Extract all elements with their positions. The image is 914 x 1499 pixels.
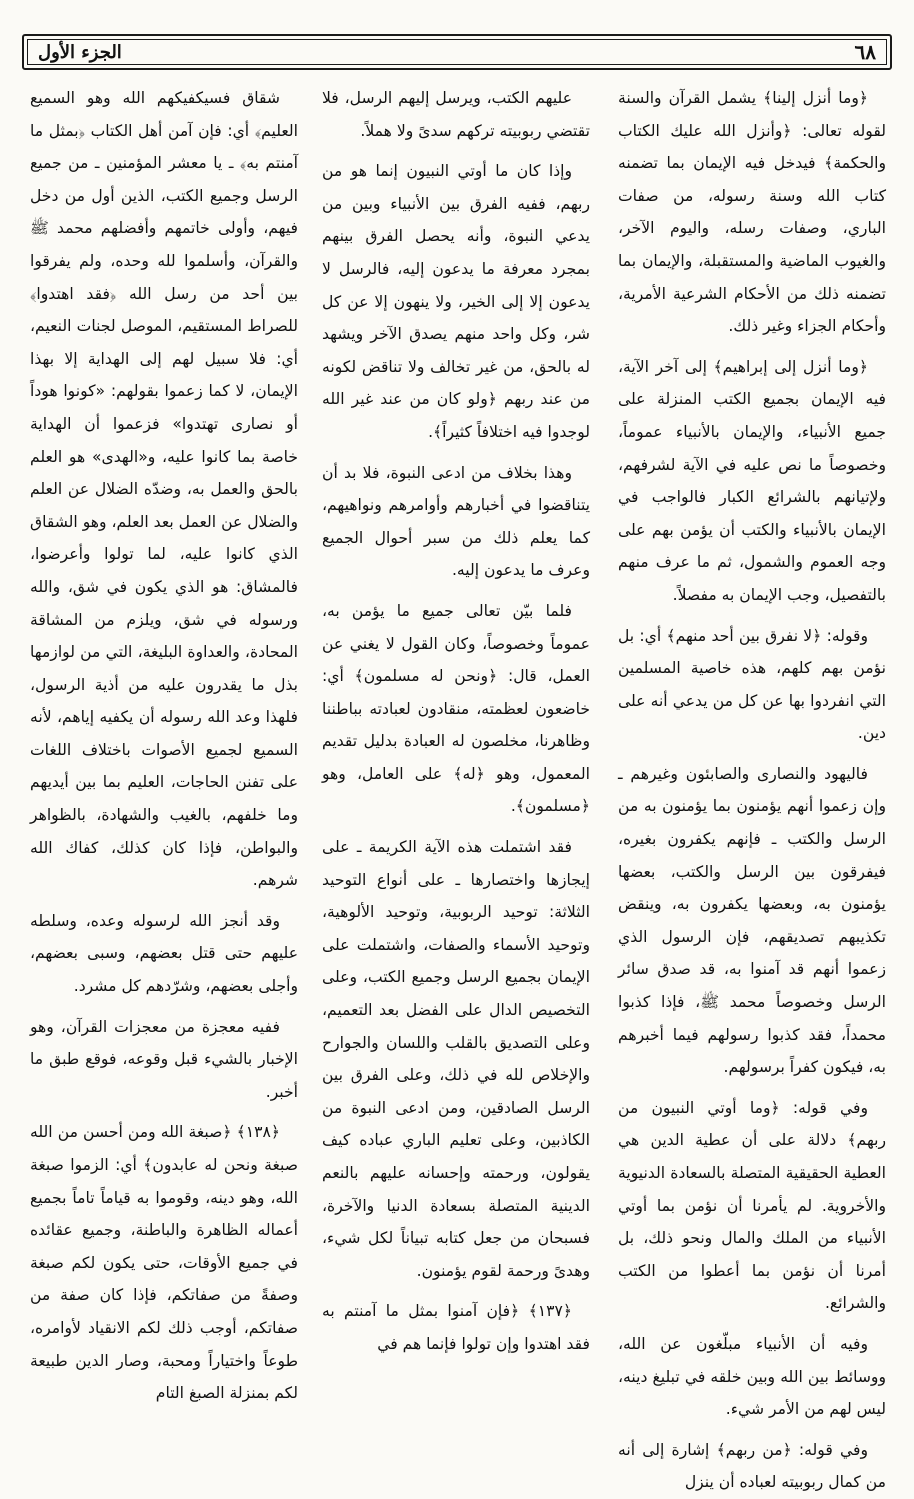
column-right — [618, 82, 886, 1492]
paragraph: وفي قوله: ﴿من ربهم﴾ إشارة إلى أنه من كمال ربوبيته لعباده أن ينزل — [618, 1440, 886, 1492]
paragraph: شقاق فسيكفيكهم الله وهو السميع العليم﴾ أي: فإن آمن أهل الكتاب ﴿بمثل ما آمنتم به﴾ ـ يا معشر المؤمنين ـ من جميع الرسل وجميع الكتب، الذين أول من دخل فيهم، وأولى خاتمهم وأفضلهم محمد ﷺ والقرآن، وأسلموا لله وحده، ولم يفرقوا بين أحد من رسل الله ﴿فقد اهتدوا﴾ للصراط المستقيم، الموصل لجنات النعيم، أي: فلا سبيل لهم إلى الهداية إلا بهذا الإيمان، لا كما زعموا بقولهم: «كونوا هوداً أو نصارى تهتدوا» فزعموا أن الهداية خاصة بما كانوا عليه، و«الهدى» هو العلم بالحق والعمل به، وضدّه الضلال عن العلم والضلال عن العمل بعد العلم، وهو الشقاق الذي كانوا عليه، لما تولوا وأعرضوا، فالمشاق: هو الذي يكون في شق، والله ورسوله في شق، ويلزم من المشاقة المحادة، والعداوة البليغة، التي من لوازمها بذل ما يقدرون عليه من أذية الرسول، فلهذا وعد الله رسوله أن يكفيه إياهم، لأنه السميع لجميع الأصوات باختلاف اللغات على تفنن الحاجات، العليم بما بين أيديهم وما خلفهم، بالغيب والشهادة، بالظواهر والبواطن، فإذا كان كذلك، كفاك الله شرهم. — [30, 89, 298, 890]
paragraph: ﴿وما أنزل إلى إبراهيم﴾ إلى آخر الآية، فيه الإيمان بجميع الكتب المنزلة على جميع الأنبياء، والإيمان بالأنبياء عموماً، وخصوصاً ما نص عليه في الآية لشرفهم، ولإتيانهم بالشرائع الكبار فالواجب في الإيمان بالأنبياء والكتب أن يؤمن بهم على وجه العموم والشمول، ثم ما عرف منهم بالتفصيل، وجب الإيمان به مفصلاً. — [618, 357, 886, 604]
paragraph: وفيه أن الأنبياء مبلّغون عن الله، ووسائط بين الله وبين خلقه في تبليغ دينه، ليس لهم من الأمر شيء. — [618, 1334, 886, 1419]
paragraph: ﴿١٣٧﴾ ﴿فإن آمنوا بمثل ما آمنتم به فقد اهتدوا وإن تولوا فإنما هم في — [322, 1302, 590, 1353]
paragraph: وإذا كان ما أوتي النبيون إنما هو من ربهم، ففيه الفرق بين الأنبياء وبين من يدعي النبوة، وأنه يحصل الفرق بينهم بمجرد معرفة ما يدعون إليه، فالرسل لا يدعون إلا إلى الخير، ولا ينهون إلا عن كل شر، وكل واحد منهم يصدق الآخر ويشهد له بالحق، من غير تخالف ولا تناقض لكونه من عند ربهم ﴿ولو كان من عند غير الله لوجدوا فيه اختلافاً كثيراً﴾. — [322, 162, 590, 441]
paragraph: ﴿١٣٨﴾ ﴿صبغة الله ومن أحسن من الله صبغة ونحن له عابدون﴾ أي: الزموا صبغة الله، وهو دينه، وقوموا به قياماً تاماً بجميع أعماله الظاهرة والباطنة، وجميع عقائده في جميع الأوقات، حتى يكون لكم صبغة وصفةً من صفاتكم، فإذا كان صفة من صفاتكم، أوجب ذلك لكم الانقياد لأوامره، طوعاً واختياراً ومحبة، وصار الدين طبيعة لكم بمنزلة الصبغ التام — [30, 1123, 298, 1403]
part-title: الجزء الأول — [38, 41, 122, 63]
paragraph: فقد اشتملت هذه الآية الكريمة ـ على إيجازها واختصارها ـ على أنواع التوحيد الثلاثة: توحيد الربوبية، وتوحيد الألوهية، وتوحيد الأسماء والصفات، واشتملت على الإيمان بجميع الرسل وجميع الكتب، وعلى التخصيص الدال على الفضل بعد التعميم، وعلى التصديق بالقلب واللسان والجوارح والإخلاص لله في ذلك، وعلى الفرق بين الرسل الصادقين، ومن ادعى النبوة من الكاذبين، وعلى تعليم الباري عباده كيف يقولون، ورحمته وإحسانه عليهم بالنعم الدينية المتصلة بسعادة الدنيا والآخرة، فسبحان من جعل كتابه تبياناً لكل شيء، وهدىً ورحمة لقوم يؤمنون. — [322, 838, 590, 1280]
paragraph: وقد أنجز الله لرسوله وعده، وسلطه عليهم حتى قتل بعضهم، وسبى بعضهم، وأجلى بعضهم، وشرّدهم كل مشرد. — [30, 911, 298, 996]
paragraph: عليهم الكتب، ويرسل إليهم الرسل، فلا تقتضي ربوبيته تركهم سدىً ولا هملاً. — [322, 89, 590, 140]
column-middle — [322, 82, 590, 1372]
paragraph: فلما بيّن تعالى جميع ما يؤمن به، عموماً وخصوصاً، وكان القول لا يغني عن العمل، قال: ﴿ونحن له مسلمون﴾ أي: خاضعون لعظمته، منقادون لعبادته بباطننا وظاهرنا، مخلصون له العبادة بدليل تقديم المعمول، وهو ﴿له﴾ على العامل، وهو ﴿مسلمون﴾. — [322, 601, 590, 816]
paragraph: وفي قوله: ﴿وما أوتي النبيون من ربهم﴾ دلالة على أن عطية الدين هي العطية الحقيقية المتصلة بالسعادة الدنيوية والأخروية. لم يأمرنا أن نؤمن بما أوتي الأنبياء من الملك والمال ونحو ذلك، بل أمرنا أن نؤمن بما أعطوا من الكتب والشرائع. — [618, 1098, 886, 1313]
paragraph: وهذا بخلاف من ادعى النبوة، فلا بد أن يتناقضوا في أخبارهم وأوامرهم ونواهيهم، كما يعلم ذلك من سبر أحوال الجميع وعرف ما يدعون إليه. — [322, 463, 590, 580]
paragraph: فاليهود والنصارى والصابئون وغيرهم ـ وإن زعموا أنهم يؤمنون بما يؤمنون به من الرسل والكتب ـ فإنهم يكفرون بغيره، فيفرقون بين الرسل والكتب، بعضها يؤمنون به، وبعضها يكفرون به، وينقض تكذيبهم تصديقهم، فإن الرسول الذي زعموا أنهم قد آمنوا به، قد صدق سائر الرسل وخصوصاً محمد ﷺ، فإذا كذبوا محمداً، فقد كذبوا رسولهم فيما أخبرهم به، فيكون كفراً برسولهم. — [618, 764, 886, 1077]
column-left — [30, 82, 298, 1403]
paragraph: وقوله: ﴿لا نفرق بين أحد منهم﴾ أي: بل نؤمن بهم كلهم، هذه خاصية المسلمين التي انفردوا بها عن كل من يدعي أنه على دين. — [618, 626, 886, 743]
page-number: ٦٨ — [854, 40, 876, 64]
paragraph: ﴿وما أنزل إلينا﴾ يشمل القرآن والسنة لقوله تعالى: ﴿وأنزل الله عليك الكتاب والحكمة﴾ فيدخل فيه الإيمان بما تضمنه كتاب الله وسنة رسوله، من صفات الباري، وصفات رسله، واليوم الآخر، والغيوب الماضية والمستقبلة، والإيمان بما تضمنه ذلك من الأحكام الشرعية الأمرية، وأحكام الجزاء وغير ذلك. — [618, 89, 886, 336]
paragraph: ففيه معجزة من معجزات القرآن، وهو الإخبار بالشيء قبل وقوعه، فوقع طبق ما أخبر. — [30, 1017, 298, 1101]
page-header — [22, 34, 892, 70]
